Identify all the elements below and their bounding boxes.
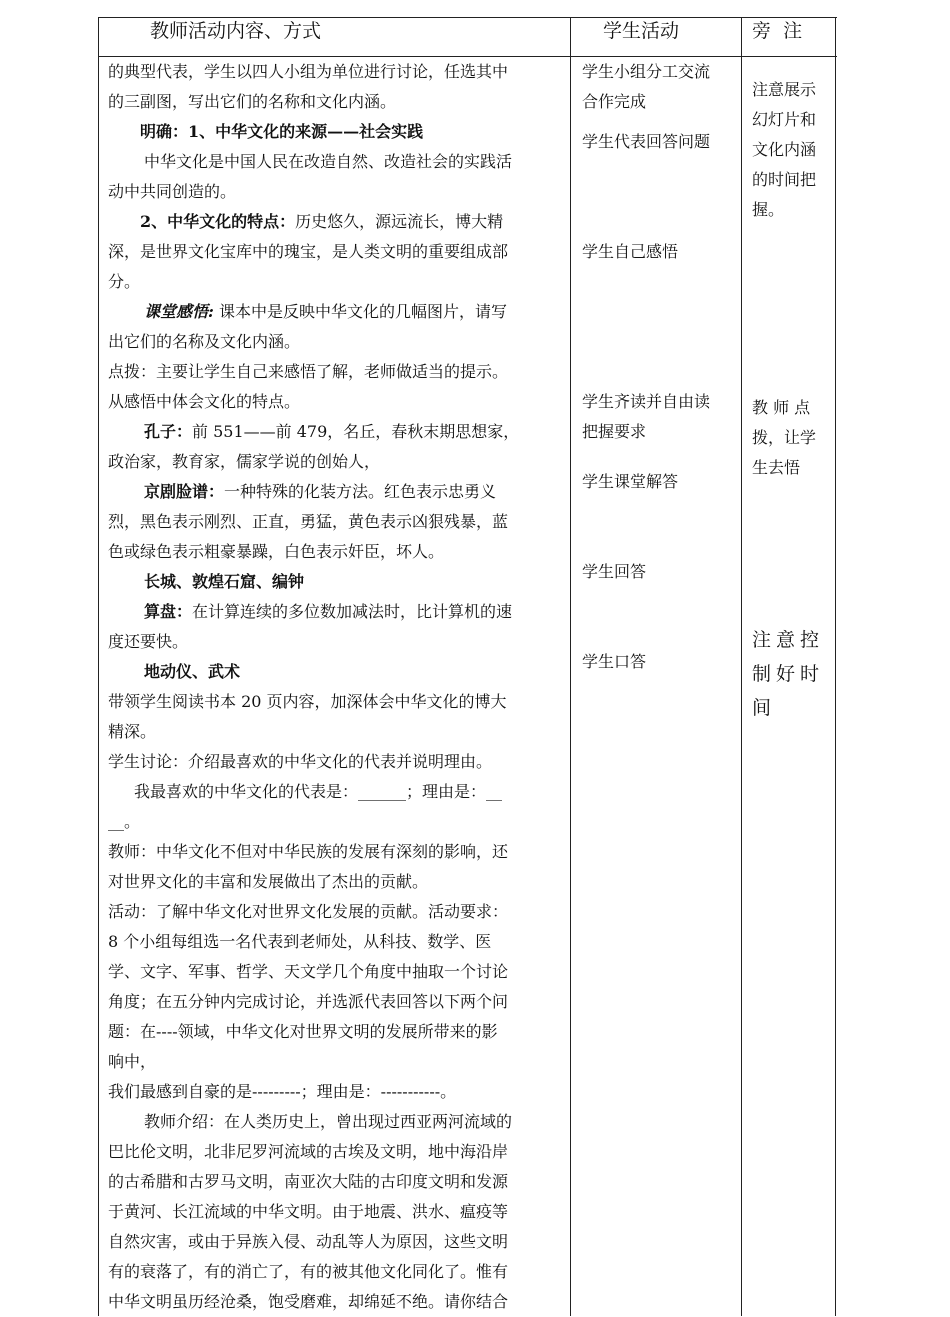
student-line: 学生小组分工交流 bbox=[582, 62, 711, 81]
text-line: 自然灾害，或由于异族入侵、动乱等人为原因，这些文明 bbox=[108, 1232, 509, 1251]
student-activity-column bbox=[582, 57, 738, 677]
confucius-heading: 孔子： bbox=[144, 422, 193, 441]
text-span: 在计算连续的多位数加减法时，比计算机的速 bbox=[192, 602, 513, 621]
text-line: 有的衰落了，有的消亡了，有的被其他文化同化了。惟有 bbox=[108, 1262, 509, 1281]
abacus-heading: 算盘： bbox=[144, 602, 193, 621]
text-line: 深，是世界文化宝库中的瑰宝，是人类文明的重要组成部 bbox=[108, 242, 509, 261]
note-line: 间 bbox=[752, 697, 777, 719]
student-line: 学生课堂解答 bbox=[582, 472, 679, 491]
text-line: 点拨：主要让学生自己来感悟了解，老师做适当的提示。 bbox=[108, 362, 509, 381]
text-line: 动中共同创造的。 bbox=[108, 182, 237, 201]
text-line: 学、文字、军事、哲学、天文学几个角度中抽取一个讨论 bbox=[108, 962, 509, 981]
text-line bbox=[108, 477, 566, 507]
text-line: 我们最感到自豪的是---------；理由是：-----------。 bbox=[108, 1082, 457, 1101]
note-line: 的时间把 bbox=[752, 170, 817, 189]
text-line: 题：在----领域，中华文化对世界文明的发展所带来的影 bbox=[108, 1022, 498, 1041]
text-line: 出它们的名称及文化内涵。 bbox=[108, 332, 301, 351]
text-line: 中华文明虽历经沧桑，饱受磨难，却绵延不绝。请你结合 bbox=[108, 1292, 509, 1311]
table-right-border bbox=[835, 17, 836, 1316]
text-line: 烈，黑色表示刚烈、正直，勇猛，黄色表示凶狠残暴，蓝 bbox=[108, 512, 509, 531]
text-line: 分。 bbox=[108, 272, 141, 291]
text-line: 响中， bbox=[108, 1052, 157, 1071]
text-line: 教师介绍：在人类历史上，曾出现过西亚两河流域的 bbox=[144, 1112, 513, 1131]
column-divider-2 bbox=[741, 17, 742, 1316]
text-line: 于黄河、长江流域的中华文明。由于地震、洪水、瘟疫等 bbox=[108, 1202, 509, 1221]
text-line: 活动：了解中华文化对世界文化发展的贡献。活动要求： bbox=[108, 902, 509, 921]
header-teacher-activity: 教师活动内容、方式 bbox=[150, 20, 322, 42]
text-line bbox=[108, 207, 566, 237]
text-line: 对世界文化的丰富和发展做出了杰出的贡献。 bbox=[108, 872, 429, 891]
text-line: 从感悟中体会文化的特点。 bbox=[108, 392, 301, 411]
student-line: 学生代表回答问题 bbox=[582, 132, 711, 151]
text-line: 我最喜欢的中华文化的代表是：______；理由是：__ bbox=[134, 782, 503, 801]
note-line: 文化内涵 bbox=[752, 140, 817, 159]
text-line: __。 bbox=[108, 812, 141, 831]
text-line: 巴比伦文明，北非尼罗河流域的古埃及文明，地中海沿岸 bbox=[108, 1142, 509, 1161]
student-line: 学生自己感悟 bbox=[582, 242, 679, 261]
text-line: 的古希腊和古罗马文明，南亚次大陆的古印度文明和发源 bbox=[108, 1172, 509, 1191]
note-line: 教 师 点 bbox=[752, 398, 811, 417]
note-line: 注意展示 bbox=[752, 80, 817, 99]
text-line bbox=[108, 657, 566, 687]
student-line: 学生口答 bbox=[582, 652, 647, 671]
great-wall-heading: 长城、敦煌石窟、编钟 bbox=[144, 572, 305, 591]
note-line: 制好时 bbox=[752, 663, 825, 685]
table-left-border bbox=[98, 17, 99, 1316]
student-line: 学生回答 bbox=[582, 562, 647, 581]
note-line: 生去悟 bbox=[752, 458, 801, 477]
text-line bbox=[108, 117, 566, 147]
header-student-activity: 学生活动 bbox=[603, 20, 680, 42]
text-line bbox=[108, 597, 566, 627]
student-line: 学生齐读并自由读 bbox=[582, 392, 711, 411]
opera-mask-heading: 京剧脸谱： bbox=[144, 482, 225, 501]
text-line: 度还要快。 bbox=[108, 632, 189, 651]
notes-column bbox=[752, 75, 832, 725]
text-span: 历史悠久，源远流长，博大精 bbox=[295, 212, 504, 231]
text-line: 色或绿色表示粗豪暴躁，白色表示奸臣，坏人。 bbox=[108, 542, 445, 561]
text-line: 中华文化是中国人民在改造自然、改造社会的实践活 bbox=[144, 152, 513, 171]
text-line bbox=[108, 297, 566, 327]
classroom-insight-heading: 课堂感悟: bbox=[144, 302, 214, 321]
text-line: 精深。 bbox=[108, 722, 157, 741]
text-line: 教师：中华文化不但对中华民族的发展有深刻的影响，还 bbox=[108, 842, 509, 861]
note-line: 握。 bbox=[752, 200, 785, 219]
text-span: 一种特殊的化装方法。红色表示忠勇义 bbox=[224, 482, 497, 501]
text-line: 的三副图，写出它们的名称和文化内涵。 bbox=[108, 92, 397, 111]
text-span: 前 551——前 479，名丘，春秋末期思想家， bbox=[192, 422, 520, 441]
teacher-activity-column bbox=[108, 57, 566, 1317]
clarify-heading: 明确：1、中华文化的来源——社会实践 bbox=[140, 122, 424, 141]
seismograph-heading: 地动仪、武术 bbox=[144, 662, 241, 681]
text-line: 角度；在五分钟内完成讨论，并选派代表回答以下两个问 bbox=[108, 992, 509, 1011]
header-notes: 旁 注 bbox=[752, 20, 803, 42]
text-line: 政治家，教育家，儒家学说的创始人， bbox=[108, 452, 381, 471]
lesson-plan-table bbox=[98, 17, 837, 1316]
text-span: 课本中是反映中华文化的几幅图片，请写 bbox=[213, 302, 508, 321]
note-line: 幻灯片和 bbox=[752, 110, 817, 129]
text-line: 学生讨论：介绍最喜欢的中华文化的代表并说明理由。 bbox=[108, 752, 493, 771]
characteristics-heading: 2、中华文化的特点： bbox=[140, 212, 296, 231]
text-line bbox=[108, 567, 566, 597]
student-line: 合作完成 bbox=[582, 92, 647, 111]
column-divider-1 bbox=[570, 17, 571, 1316]
student-line: 把握要求 bbox=[582, 422, 647, 441]
note-line: 注意控 bbox=[752, 629, 825, 651]
text-line: 带领学生阅读书本 20 页内容，加深体会中华文化的博大 bbox=[108, 692, 507, 711]
note-line: 拨，让学 bbox=[752, 428, 817, 447]
text-line bbox=[108, 417, 566, 447]
text-line: 的典型代表，学生以四人小组为单位进行讨论，任选其中 bbox=[108, 62, 509, 81]
text-line: 8 个小组每组选一名代表到老师处，从科技、数学、医 bbox=[108, 932, 492, 951]
